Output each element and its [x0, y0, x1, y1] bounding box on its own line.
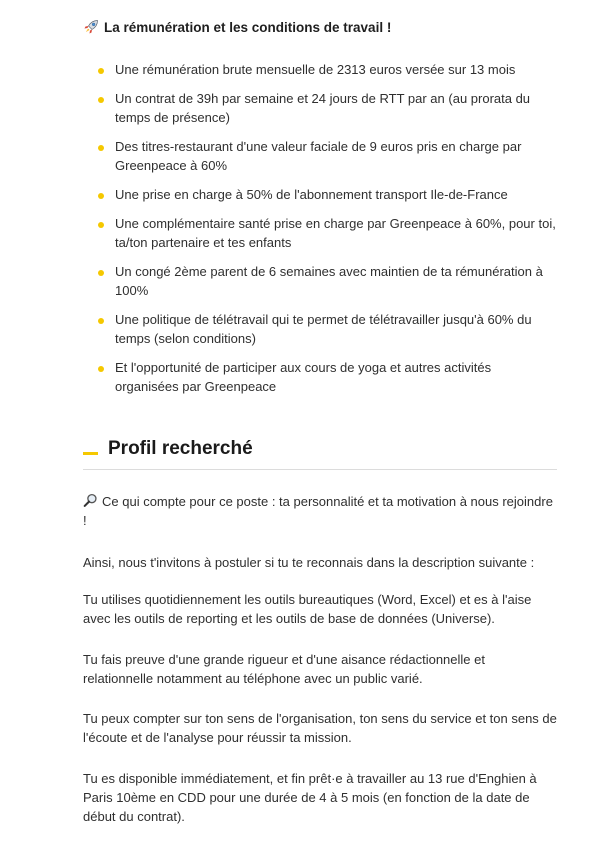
- bullet-icon: [98, 270, 104, 276]
- list-item: Une rémunération brute mensuelle de 2313 euros versée sur 13 mois: [83, 60, 557, 79]
- rocket-icon: [83, 19, 99, 35]
- list-item: Un congé 2ème parent de 6 semaines avec maintien de ta rémunération à 100%: [83, 262, 557, 300]
- profil-intro: Ce qui compte pour ce poste : ta personnalité et ta motivation à nous rejoindre !: [83, 494, 553, 528]
- remuneration-heading: [83, 19, 391, 37]
- list-item: Une politique de télétravail qui te permet de télétravailler jusqu'à 60% du temps (selon conditions): [83, 310, 557, 348]
- list-item: Un contrat de 39h par semaine et 24 jours de RTT par an (au prorata du temps de présence): [83, 89, 557, 127]
- bullet-icon: [98, 318, 104, 324]
- profil-organisation: Tu peux compter sur ton sens de l'organisation, ton sens du service et ton sens de l'écoute et de l'analyse pour réussir ta mission.: [83, 711, 557, 745]
- profil-section-header: [83, 436, 557, 470]
- bullet-icon: [98, 97, 104, 103]
- bullet-icon: [98, 366, 104, 372]
- bullet-icon: [98, 222, 104, 228]
- list-item: Et l'opportunité de participer aux cours de yoga et autres activités organisées par Greenpeace: [83, 358, 557, 396]
- bullet-icon: [98, 68, 104, 74]
- profil-rigor: Tu fais preuve d'une grande rigueur et d'une aisance rédactionnelle et relationnelle notamment au téléphone avec un public varié.: [83, 652, 485, 686]
- list-item: Une prise en charge à 50% de l'abonnement transport Ile-de-France: [83, 185, 557, 204]
- profil-tools: Tu utilises quotidiennement les outils bureautiques (Word, Excel) et es à l'aise avec les outils de reporting et les outils de base de données (Universe).: [83, 592, 532, 626]
- heading-accent-dash: [83, 452, 98, 455]
- magnifying-glass-icon: [83, 493, 98, 508]
- profil-title: Profil recherché: [108, 438, 253, 459]
- profil-invite: Ainsi, nous t'invitons à postuler si tu te reconnais dans la description suivante :: [83, 555, 535, 570]
- bullet-icon: [98, 145, 104, 151]
- profil-availability: Tu es disponible immédiatement, et fin prêt·e à travailler au 13 rue d'Enghien à Paris 10ème en CDD pour une durée de 4 à 5 mois (en fonction de la date de début du contrat).: [83, 771, 537, 824]
- list-item: Des titres-restaurant d'une valeur faciale de 9 euros pris en charge par Greenpeace à 60%: [83, 137, 557, 175]
- list-item: Une complémentaire santé prise en charge par Greenpeace à 60%, pour toi, ta/ton partenaire et tes enfants: [83, 214, 557, 252]
- bullet-icon: [98, 193, 104, 199]
- benefits-list: [83, 60, 557, 406]
- remuneration-heading-text: La rémunération et les conditions de travail !: [104, 20, 392, 35]
